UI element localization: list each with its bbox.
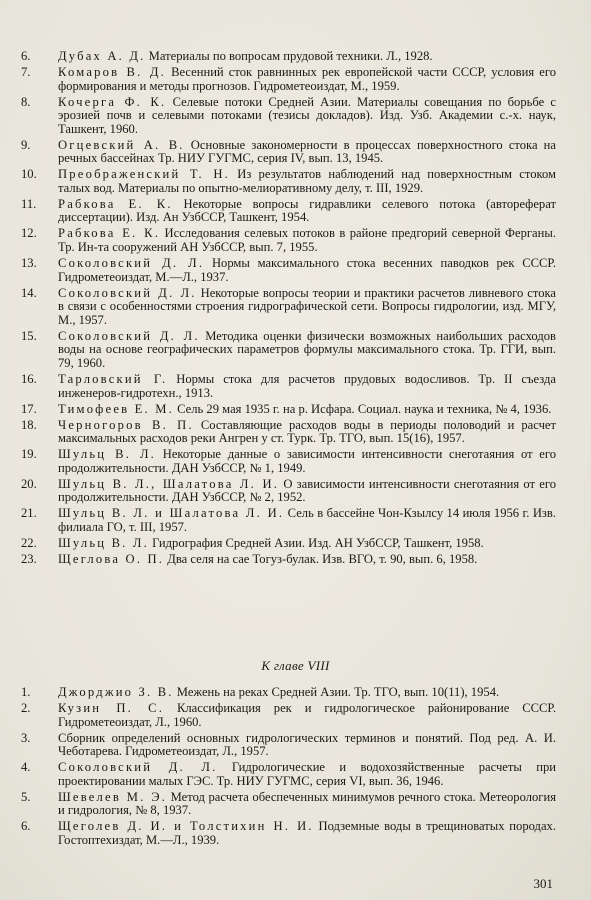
reference-author: Шульц В. Л. и Шалатова Л. И. — [58, 506, 285, 521]
reference-text: Некоторые вопросы теории и практики расчетов ливневого стока в связи с особенностями строения гидрографической сети. Вопросы гидрологии, изд. МГУ, М., 1957. — [58, 285, 557, 327]
reference-text: Методика оценки физически возможных наибольших расходов воды на основе географических параметров формулы максимального стока. Тр. ГГИ, вып. 79, 1960. — [58, 328, 556, 370]
reference-item — [0, 820, 591, 847]
reference-text: Материалы по вопросам прудовой техники. Л., 1928. — [145, 49, 433, 63]
reference-item — [0, 198, 591, 225]
reference-item — [0, 50, 591, 64]
reference-text: Составляющие расходов воды в периоды половодий и расчет максимальных расходов реки Ангрен у ст. Турк. Тр. ТГО, вып. 15(16), 1957. — [58, 417, 557, 446]
reference-author: Шульц В. Л., Шалатова Л. И. — [58, 476, 280, 491]
reference-number: 6. — [21, 49, 31, 63]
reference-item — [0, 227, 591, 254]
reference-number: 8. — [21, 94, 31, 109]
reference-item — [0, 702, 591, 729]
reference-text: Метод расчета обеспеченных минимумов речного стока. Метеорология и гидрология, № 8, 1937. — [58, 789, 556, 818]
reference-text: Гидрологические и водохозяйственные расчеты при проектировании малых ГЭС. Тр. НИУ ГУГМС, серия VI, вып. 36, 1946. — [58, 760, 556, 788]
reference-text: Подземные воды в трещиноватых породах. Гостоптехиздат, М.—Л., 1939. — [58, 819, 556, 847]
reference-text: Гидрография Средней Азии. Изд. АН УзбССР, Ташкент, 1958. — [148, 535, 484, 550]
section-heading: К главе VIII — [261, 658, 330, 673]
reference-author: Черногоров В. П. — [58, 417, 194, 432]
reference-number: 11. — [21, 196, 37, 211]
reference-item — [0, 287, 591, 328]
reference-author: Кузин П. С. — [58, 700, 165, 715]
reference-number: 16. — [21, 371, 37, 386]
reference-text: Некоторые данные о зависимости интенсивности снеготаяния от его продолжительности. ДАН УзбССР, № 1, 1949. — [58, 447, 557, 475]
reference-text: Межень на реках Средней Азии. Тр. ТГО, вып. 10(11), 1954. — [173, 685, 500, 699]
reference-item — [0, 257, 591, 284]
reference-text: О зависимости интенсивности снеготаяния от его продолжительности. ДАН УзбССР, № 2, 1952. — [58, 476, 556, 505]
reference-number: 10. — [21, 167, 37, 182]
reference-text: Исследования селевых потоков в районе предгорий северной Ферганы. Тр. Ин-та сооружений АН УзбССР, вып. 7, 1955. — [58, 226, 556, 255]
reference-item — [0, 553, 591, 567]
reference-item — [0, 168, 591, 195]
reference-text: Сель 29 мая 1935 г. на р. Исфара. Социал. наука и техника, № 4, 1936. — [173, 401, 552, 416]
reference-item — [0, 478, 591, 505]
reference-author: Рабкова Е. К. — [58, 226, 161, 241]
reference-author: Соколовский Д. Л. — [58, 256, 205, 271]
reference-text: Некоторые вопросы гидравлики селевого потока (автореферат диссертации). Изд. Ан УзбССР, Ташкент, 1954. — [58, 196, 557, 225]
reference-number: 7. — [21, 64, 31, 79]
reference-item — [0, 419, 591, 446]
reference-author: Щеголев Д. И. и Толстихин Н. И. — [58, 819, 314, 834]
reference-number: 2. — [21, 700, 31, 715]
reference-number: 17. — [21, 401, 37, 416]
reference-item — [0, 330, 591, 371]
reference-number: 14. — [21, 285, 37, 300]
reference-author: Джорджио З. В. — [58, 685, 174, 699]
reference-number: 20. — [21, 476, 37, 491]
reference-number: 19. — [21, 447, 37, 462]
reference-item — [0, 96, 591, 137]
reference-author: Шульц В. Л. — [58, 535, 149, 550]
reference-number: 13. — [21, 256, 37, 271]
reference-text: Сель в бассейне Чон-Кзылсу 14 июля 1956 г. Изв. филиала ГО, т. III, 1957. — [58, 506, 556, 534]
reference-author: Соколовский Д. Л. — [58, 328, 200, 343]
reference-author: Кочерга Ф. К. — [58, 94, 167, 109]
reference-number: 9. — [21, 137, 31, 152]
reference-author: Рабкова Е. К. — [58, 196, 173, 211]
reference-author: Преображенский Т. Н. — [58, 167, 230, 182]
reference-number: 15. — [21, 328, 37, 343]
reference-item — [0, 66, 591, 93]
reference-item — [0, 448, 591, 475]
reference-item — [0, 761, 591, 788]
reference-number: 21. — [21, 506, 37, 521]
reference-author: Шульц В. Л. — [58, 447, 157, 462]
reference-number: 12. — [21, 226, 37, 241]
reference-number: 1. — [21, 685, 31, 699]
page-number: 301 — [533, 876, 553, 891]
reference-text: Из результатов наблюдений над поверхностным стоком талых вод. Материалы по опытно-мелиоративному делу, т. III, 1929. — [58, 167, 556, 195]
reference-number: 23. — [21, 551, 37, 566]
reference-item — [0, 732, 591, 759]
reference-author: Шевелев М. Э. — [58, 789, 168, 804]
reference-number: 6. — [21, 819, 31, 834]
reference-number: 4. — [21, 760, 31, 775]
reference-author: Дубах А. Д. — [58, 49, 146, 63]
reference-item — [0, 139, 591, 166]
reference-number: 18. — [21, 417, 37, 432]
reference-author: Соколовский Д. Л. — [58, 760, 218, 775]
reference-list-chapter-viii — [0, 686, 591, 850]
reference-author: Соколовский Д. Л. — [58, 285, 197, 300]
reference-text: Селевые потоки Средней Азии. Материалы совещания по борьбе с эрозией почв и селевыми потоками (тезисы докладов). Изд. Узб. Академии с.-х. наук, Ташкент, 1960. — [58, 94, 557, 136]
reference-item — [0, 686, 591, 700]
reference-item — [0, 403, 591, 417]
reference-text: Два селя на сае Тогуз-булак. Изв. ВГО, т. 90, вып. 6, 1958. — [164, 551, 478, 566]
reference-author: Щеглова О. П. — [58, 551, 165, 566]
reference-author: Тимофеев Е. М. — [58, 401, 174, 416]
reference-item — [0, 373, 591, 400]
reference-item — [0, 791, 591, 818]
reference-number: 22. — [21, 535, 37, 550]
reference-list-chapter-vii — [0, 50, 591, 569]
reference-number: 5. — [21, 789, 31, 804]
reference-item — [0, 537, 591, 551]
reference-text: Классификация рек и гидрологическое районирование СССР. Гидрометеоиздат, Л., 1960. — [58, 700, 556, 729]
reference-text: Сборник определений основных гидрологических терминов и понятий. Под ред. А. И. Чеботарева. Гидрометеоиздат, Л., 1957. — [58, 730, 556, 759]
reference-number: 3. — [21, 730, 31, 745]
reference-author: Комаров В. Д. — [58, 64, 166, 79]
reference-text: Нормы стока для расчетов прудовых водосливов. Тр. II съезда инженеров-гидротехн., 1913. — [58, 371, 556, 400]
reference-text: Нормы максимального стока весенних паводков рек СССР. Гидрометеоиздат, М.—Л., 1937. — [58, 256, 556, 284]
reference-author: Огцевский А. В. — [58, 137, 185, 152]
reference-text: Основные закономерности в процессах поверхностного стока на речных бассейнах Тр. НИУ ГУГМС, серия IV, вып. 13, 1945. — [58, 137, 557, 166]
reference-item — [0, 507, 591, 534]
reference-text: Весенний сток равнинных рек европейской части СССР, условия его формирования и методы прогнозов. Гидрометеоиздат, М., 1959. — [58, 64, 556, 93]
reference-author: Тарловский Г. — [58, 371, 168, 386]
